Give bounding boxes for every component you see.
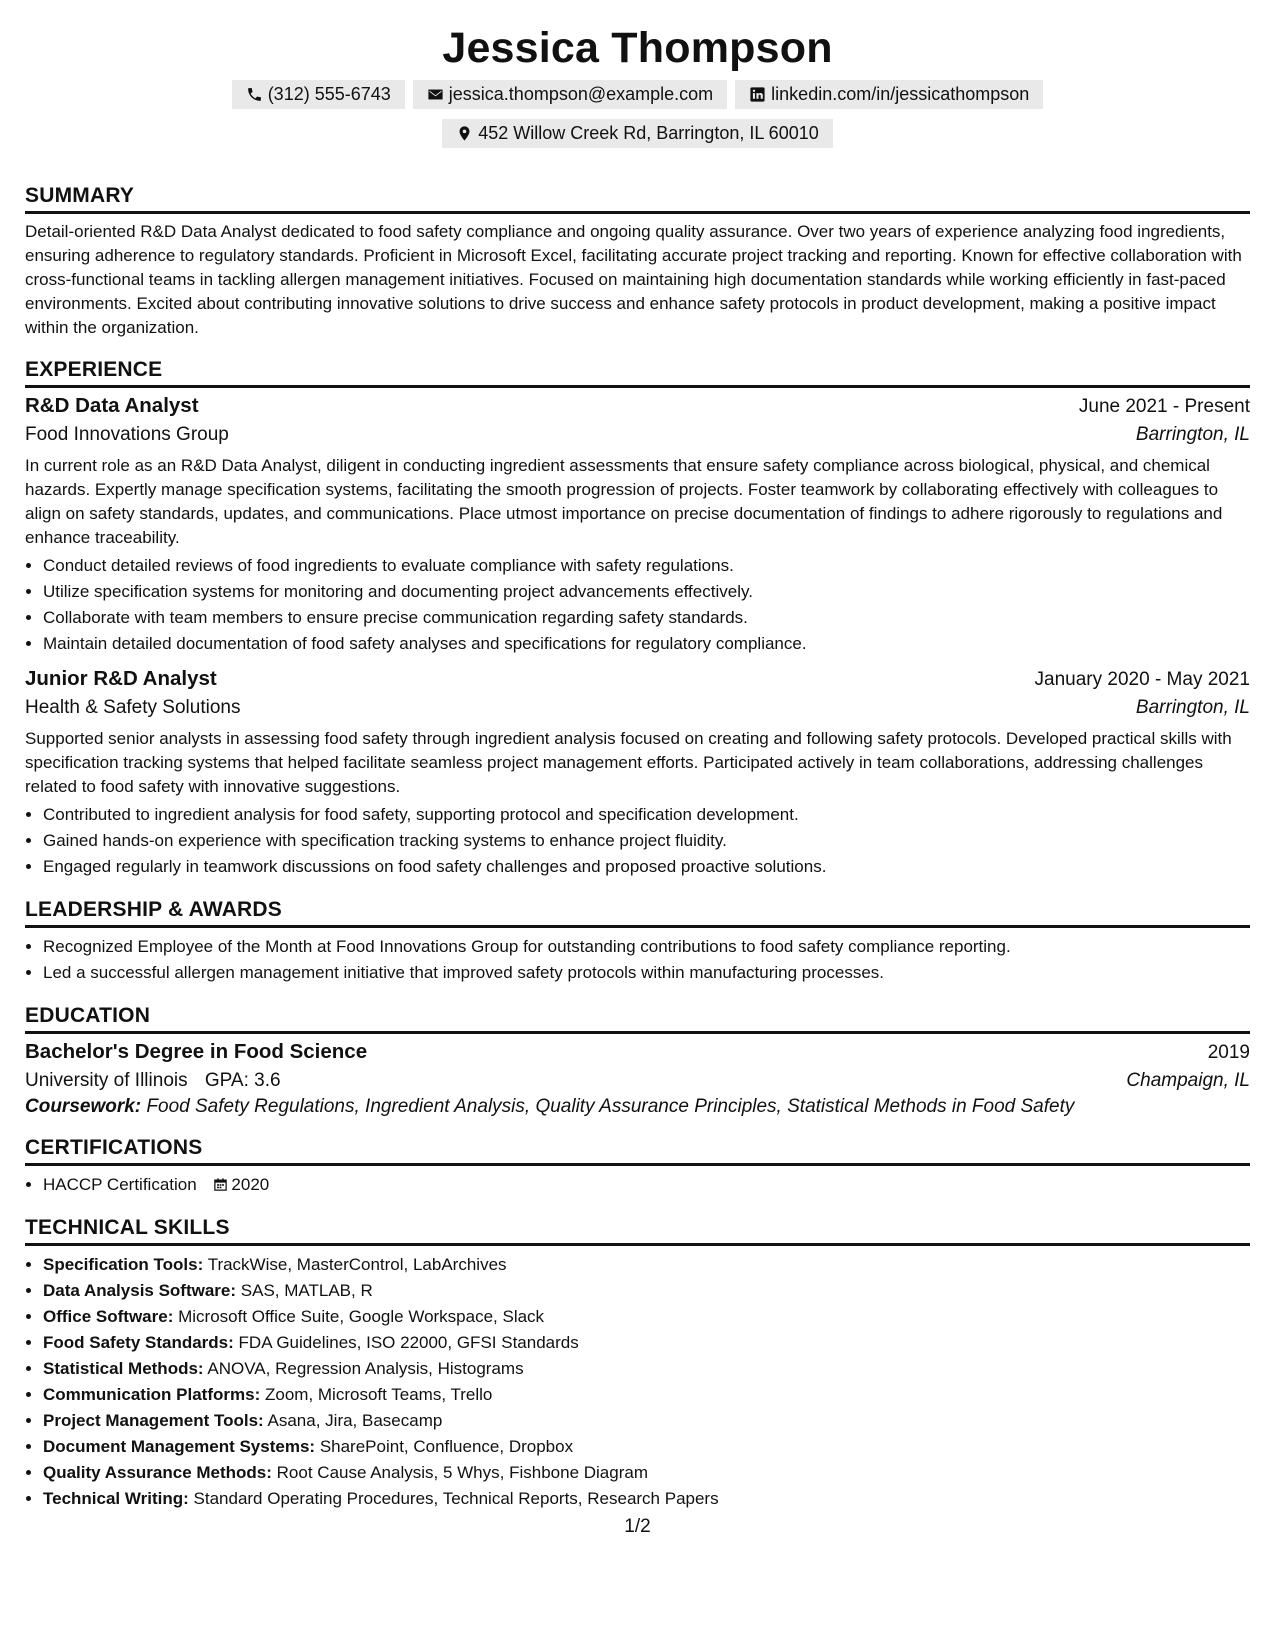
skill-label: Communication Platforms: (43, 1385, 261, 1404)
certifications-list (25, 1172, 1250, 1198)
skill-label: Statistical Methods: (43, 1359, 204, 1378)
job-bullets (25, 553, 1250, 657)
phone-chip[interactable] (232, 80, 405, 109)
list-item (43, 1382, 1250, 1408)
list-item: • Contributed to ingredient analysis for food safety, supporting protocol and specification development. (43, 802, 1250, 828)
skills-heading: TECHNICAL SKILLS (25, 1216, 1250, 1246)
coursework-label: Coursework: (25, 1096, 142, 1117)
list-item (43, 1278, 1250, 1304)
list-item: • Utilize specification systems for monitoring and documenting project advancements effectively. (43, 579, 1250, 605)
leadership-heading: LEADERSHIP & AWARDS (25, 898, 1250, 928)
school-location: Champaign, IL (1126, 1070, 1250, 1091)
list-item (43, 1252, 1250, 1278)
skill-label: Data Analysis Software: (43, 1281, 237, 1300)
job-dates: June 2021 - Present (1078, 396, 1250, 417)
job-title: R&D Data Analyst (25, 394, 199, 417)
experience-heading: EXPERIENCE (25, 358, 1250, 388)
skill-value: SAS, MATLAB, R (240, 1281, 373, 1300)
summary-heading: SUMMARY (25, 184, 1250, 214)
phone-text: (312) 555-6743 (267, 84, 391, 104)
skill-value: Microsoft Office Suite, Google Workspace, Slack (178, 1307, 545, 1326)
skill-label: Technical Writing: (43, 1489, 189, 1508)
job-dates: January 2020 - May 2021 (1034, 669, 1250, 690)
skills-list (25, 1252, 1250, 1512)
email-chip[interactable] (413, 80, 727, 109)
list-item (43, 1434, 1250, 1460)
candidate-name: Jessica Thompson (442, 24, 833, 72)
list-item: • Maintain detailed documentation of food safety analyses and specifications for regulatory compliance. (43, 631, 1250, 657)
certification-year: 2020 (231, 1175, 270, 1194)
list-item (43, 1304, 1250, 1330)
calendar-icon (213, 1177, 228, 1192)
list-item: • Collaborate with team members to ensure precise communication regarding safety standards. (43, 605, 1250, 631)
job-location: Barrington, IL (1135, 697, 1250, 718)
list-item (43, 1356, 1250, 1382)
job-entry (25, 394, 1250, 657)
list-item: • Conduct detailed reviews of food ingredients to evaluate compliance with safety regulations. (43, 553, 1250, 579)
company-name: Health & Safety Solutions (25, 697, 241, 718)
skill-value: SharePoint, Confluence, Dropbox (319, 1437, 574, 1456)
skill-label: Office Software: (43, 1307, 174, 1326)
summary-text: Detail-oriented R&D Data Analyst dedicated to food safety compliance and ongoing quality assurance. Over two years of experience analyzing food ingredients, ensuring adherence to regulatory standards. Proficient in Microsoft Excel, facilitating accurate project tracking and reporting. Known for effective collaboration with cross-functional teams in tackling allergen management initiatives. Focused on maintaining high documentation standards while working efficiently in fast-paced environments. Excited about contributing innovative solutions to drive success and enhance safety protocols in product development, making a positive impact within the organization. (25, 222, 1242, 337)
certification-name: HACCP Certification (43, 1175, 197, 1194)
list-item: • Led a successful allergen management initiative that improved safety protocols within manufacturing processes. (43, 960, 1250, 986)
list-item (43, 1460, 1250, 1486)
skill-label: Project Management Tools: (43, 1411, 264, 1430)
list-item (43, 1330, 1250, 1356)
skill-label: Quality Assurance Methods: (43, 1463, 272, 1482)
coursework (25, 1096, 1250, 1118)
address-row (25, 119, 1250, 148)
gpa: GPA: 3.6 (204, 1070, 281, 1091)
skill-value: FDA Guidelines, ISO 22000, GFSI Standards (238, 1333, 579, 1352)
linkedin-chip[interactable] (735, 80, 1043, 109)
address-chip (442, 119, 833, 148)
list-item (43, 1172, 1250, 1198)
skill-value: ANOVA, Regression Analysis, Histograms (207, 1359, 524, 1378)
email-text: jessica.thompson@example.com (448, 84, 714, 104)
list-item: • Gained hands-on experience with specification tracking systems to enhance project fluidity. (43, 828, 1250, 854)
skill-label: Food Safety Standards: (43, 1333, 234, 1352)
linkedin-text: linkedin.com/in/jessicathompson (771, 84, 1030, 104)
page-number: 1/2 (624, 1516, 651, 1537)
company-name: Food Innovations Group (25, 424, 229, 445)
list-item (43, 1408, 1250, 1434)
certifications-heading: CERTIFICATIONS (25, 1136, 1250, 1166)
envelope-icon (427, 86, 444, 103)
linkedin-icon (749, 86, 766, 103)
graduation-year: 2019 (1207, 1042, 1250, 1063)
contact-row (25, 80, 1250, 109)
school-line (25, 1070, 281, 1092)
map-marker-icon (456, 125, 473, 142)
skill-value: Root Cause Analysis, 5 Whys, Fishbone Diagram (276, 1463, 648, 1482)
coursework-text: Food Safety Regulations, Ingredient Analysis, Quality Assurance Principles, Statistical Methods in Food Safety (146, 1096, 1075, 1117)
job-title: Junior R&D Analyst (25, 667, 217, 690)
resume-page (25, 0, 1250, 1512)
list-item: • Recognized Employee of the Month at Food Innovations Group for outstanding contributions to food safety compliance reporting. (43, 934, 1250, 960)
school-name: University of Illinois (25, 1070, 188, 1091)
skill-value: TrackWise, MasterControl, LabArchives (207, 1255, 507, 1274)
job-description: In current role as an R&D Data Analyst, diligent in conducting ingredient assessments that ensure safety compliance across biological, physical, and chemical hazards. Expertly manage specification systems, facilitating the smooth progression of projects. Foster teamwork by collaborating effectively with colleagues to align on safety standards, updates, and communications. Place utmost importance on precise documentation of findings to adhere rigorously to regulations and enhance traceability. (25, 456, 1223, 547)
list-item (43, 1486, 1250, 1512)
skill-value: Asana, Jira, Basecamp (267, 1411, 443, 1430)
education-heading: EDUCATION (25, 1004, 1250, 1034)
job-entry (25, 667, 1250, 880)
leadership-list (25, 934, 1250, 986)
phone-icon (246, 86, 263, 103)
skill-value: Zoom, Microsoft Teams, Trello (264, 1385, 493, 1404)
job-description: Supported senior analysts in assessing food safety through ingredient analysis focused on creating and following safety protocols. Developed practical skills with specification tracking systems that helped facilitate seamless project management efforts. Participated actively in team collaborations, addressing challenges related to food safety with innovative suggestions. (25, 729, 1232, 796)
list-item: • Engaged regularly in teamwork discussions on food safety challenges and proposed proactive solutions. (43, 854, 1250, 880)
job-location: Barrington, IL (1135, 424, 1250, 445)
skill-value: Standard Operating Procedures, Technical Reports, Research Papers (193, 1489, 719, 1508)
degree-title: Bachelor's Degree in Food Science (25, 1040, 368, 1063)
address-text: 452 Willow Creek Rd, Barrington, IL 60010 (478, 123, 819, 143)
skill-label: Document Management Systems: (43, 1437, 316, 1456)
skill-label: Specification Tools: (43, 1255, 204, 1274)
job-bullets (25, 802, 1250, 880)
